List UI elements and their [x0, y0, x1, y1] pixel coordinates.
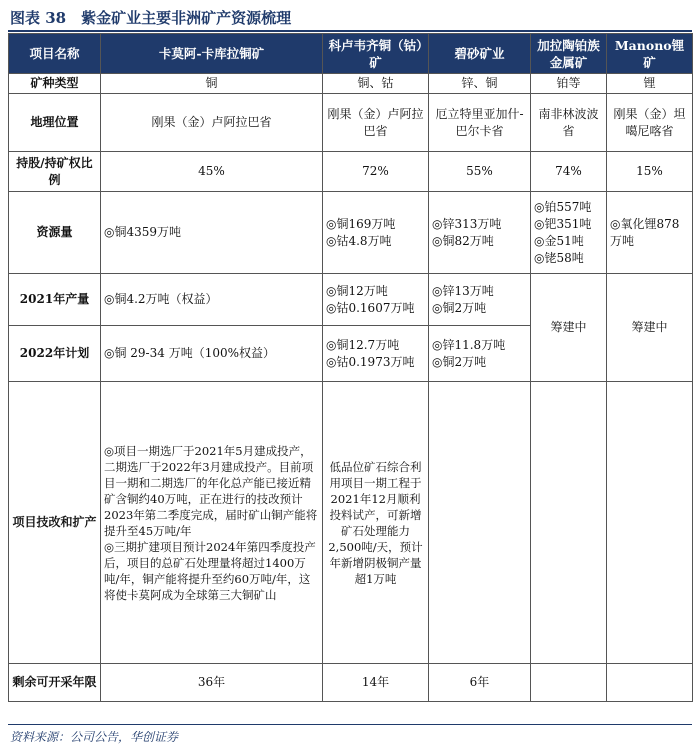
row-label: 2022年计划 [9, 326, 101, 382]
cell: 南非林波波省 [531, 94, 607, 152]
resource-line: ◎铜4359万吨 [104, 225, 182, 239]
figure-title: 图表 38 紫金矿业主要非洲矿产资源梳理 [10, 9, 292, 27]
header-platreef: 加拉陶铂族金属矿 [531, 34, 607, 74]
header-manono: Manono锂矿 [607, 34, 693, 74]
cell: 刚果（金）坦噶尼喀省 [607, 94, 693, 152]
cell: 铜、钴 [323, 74, 429, 94]
cell [607, 192, 693, 274]
row-label: 持股/持矿权比例 [9, 152, 101, 192]
resource-line: ◎钯351吨 [534, 216, 592, 231]
resource-line: ◎铂557吨 [534, 199, 592, 214]
cell-building: 筹建中 [607, 274, 693, 382]
cell-building: 筹建中 [531, 274, 607, 382]
cell [429, 326, 531, 382]
header-kolwezi: 科卢韦齐铜（钴）矿 [323, 34, 429, 74]
resource-table [8, 33, 692, 702]
cell: 低品位矿石综合利用项目一期工程于2021年12月顺利投料试产，可新增矿石处理能力2,500吨/天，预计年新增阴极铜产量超1万吨 [323, 382, 429, 664]
cell: 36年 [101, 664, 323, 702]
source-note-bar [8, 724, 692, 747]
cell [607, 382, 693, 664]
figure-title-bar [8, 4, 692, 32]
row-output-2021 [9, 274, 693, 326]
cell: 55% [429, 152, 531, 192]
cell: 刚果（金）卢阿拉巴省 [323, 94, 429, 152]
header-row [9, 34, 693, 74]
cell [101, 382, 323, 664]
cell [531, 382, 607, 664]
cell [429, 274, 531, 326]
cell [607, 664, 693, 702]
cell [429, 192, 531, 274]
resource-line: ◎铜82万吨 [432, 233, 494, 248]
cell [531, 192, 607, 274]
row-location [9, 94, 693, 152]
cell [323, 192, 429, 274]
resource-line: ◎氧化锂878万吨 [610, 216, 680, 248]
header-project-name: 项目名称 [9, 34, 101, 74]
row-resource [9, 192, 693, 274]
row-mineral-type [9, 74, 693, 94]
cell: 74% [531, 152, 607, 192]
cell: 铜 [101, 74, 323, 94]
row-label: 地理位置 [9, 94, 101, 152]
header-bisha: 碧砂矿业 [429, 34, 531, 74]
row-stake [9, 152, 693, 192]
row-label: 2021年产量 [9, 274, 101, 326]
cell: ◎铜4.2万吨（权益） [101, 274, 323, 326]
resource-line: ◎铑58吨 [534, 250, 584, 265]
row-label: 矿种类型 [9, 74, 101, 94]
cell: 锂 [607, 74, 693, 94]
cell [323, 326, 429, 382]
expansion-paragraph: ◎项目一期选厂于2021年5月建成投产，二期选厂于2022年3月建成投产。目前项目一期和二期选厂的年化总产能已接近精矿含铜约40万吨，正在进行的技改预计2023年第二季度完成，届时矿山铜产能将提升至45万吨/年 [104, 443, 318, 538]
cell: 72% [323, 152, 429, 192]
plan-line: ◎铜2万吨 [432, 354, 487, 369]
cell: 锌、铜 [429, 74, 531, 94]
row-remaining-life [9, 664, 693, 702]
header-kamoa-kakula: 卡莫阿-卡库拉铜矿 [101, 34, 323, 74]
cell [323, 274, 429, 326]
plan-line: ◎锌11.8万吨 [432, 337, 506, 352]
cell [429, 382, 531, 664]
resource-line: ◎钴4.8万吨 [326, 233, 392, 248]
cell: 6年 [429, 664, 531, 702]
cell: ◎铜 29-34 万吨（100%权益） [101, 326, 323, 382]
expansion-paragraph: ◎三期扩建项目预计2024年第四季度投产后，项目的总矿石处理量将超过1400万吨/年，铜产能将提升至约60万吨/年，这将使卡莫阿成为全球第三大铜矿山 [104, 539, 316, 602]
source-note: 资料来源：公司公告，华创证券 [10, 730, 179, 744]
row-expansion [9, 382, 693, 664]
resource-line: ◎金51吨 [534, 233, 584, 248]
cell: 45% [101, 152, 323, 192]
plan-line: ◎铜12.7万吨 [326, 337, 400, 352]
cell [101, 192, 323, 274]
cell: 刚果（金）卢阿拉巴省 [101, 94, 323, 152]
cell [531, 664, 607, 702]
row-label: 项目技改和扩产 [9, 382, 101, 664]
row-label: 资源量 [9, 192, 101, 274]
plan-line: ◎钴0.1973万吨 [326, 354, 415, 369]
cell: 铂等 [531, 74, 607, 94]
row-label: 剩余可开采年限 [9, 664, 101, 702]
output-line: ◎锌13万吨 [432, 283, 494, 298]
output-line: ◎铜12万吨 [326, 283, 388, 298]
output-line: ◎铜2万吨 [432, 300, 487, 315]
output-line: ◎钴0.1607万吨 [326, 300, 415, 315]
cell: 14年 [323, 664, 429, 702]
cell: 厄立特里亚加什-巴尔卡省 [429, 94, 531, 152]
cell: 15% [607, 152, 693, 192]
resource-line: ◎铜169万吨 [326, 216, 396, 231]
resource-line: ◎锌313万吨 [432, 216, 502, 231]
